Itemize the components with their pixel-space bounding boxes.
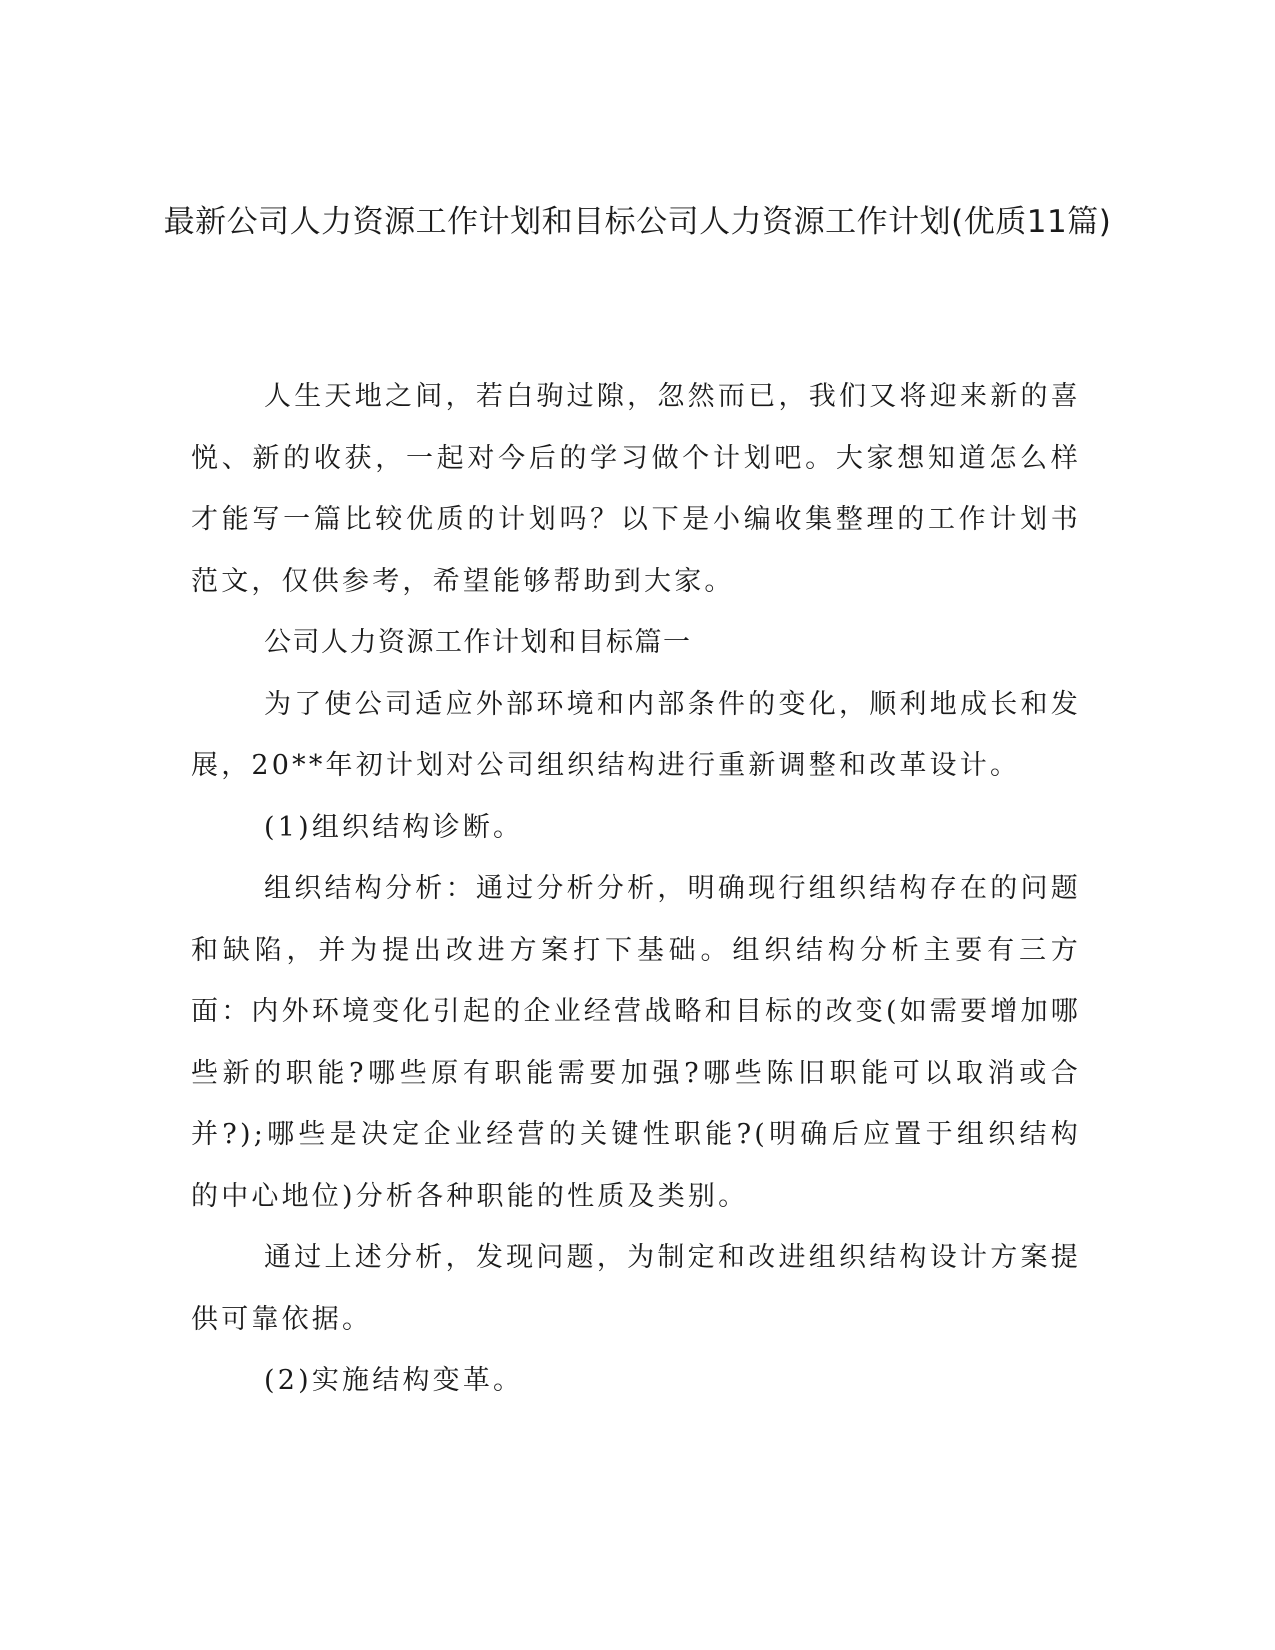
document-title: 最新公司人力资源工作计划和目标公司人力资源工作计划(优质11篇) — [163, 204, 1112, 240]
paragraph-conclusion: 通过上述分析，发现问题，为制定和改进组织结构设计方案提供可靠依据。 — [191, 1242, 1081, 1335]
paragraph-purpose: 为了使公司适应外部环境和内部条件的变化，顺利地成长和发展，20**年初计划对公司组织结构进行重新调整和改革设计。 — [191, 688, 1081, 781]
document-body — [191, 366, 1081, 1412]
paragraph-structure-analysis: 组织结构分析：通过分析分析，明确现行组织结构存在的问题和缺陷，并为提出改进方案打下基础。组织结构分析主要有三方面：内外环境变化引起的企业经营战略和目标的改变(如需要增加哪些新的职能?哪些原有职能需要加强?哪些陈旧职能可以取消或合并?);哪些是决定企业经营的关键性职能?(明确后应置于组织结构的中心地位)分析各种职能的性质及类别。 — [191, 873, 1081, 1212]
item-2-heading: (2)实施结构变革。 — [264, 1365, 524, 1396]
item-1-heading: (1)组织结构诊断。 — [264, 811, 524, 843]
intro-paragraph: 人生天地之间，若白驹过隙，忽然而已，我们又将迎来新的喜悦、新的收获，一起对今后的学习做个计划吧。大家想知道怎么样才能写一篇比较优质的计划吗？以下是小编收集整理的工作计划书范文，仅供参考，希望能够帮助到大家。 — [191, 381, 1081, 597]
section-heading: 公司人力资源工作计划和目标篇一 — [264, 627, 692, 658]
